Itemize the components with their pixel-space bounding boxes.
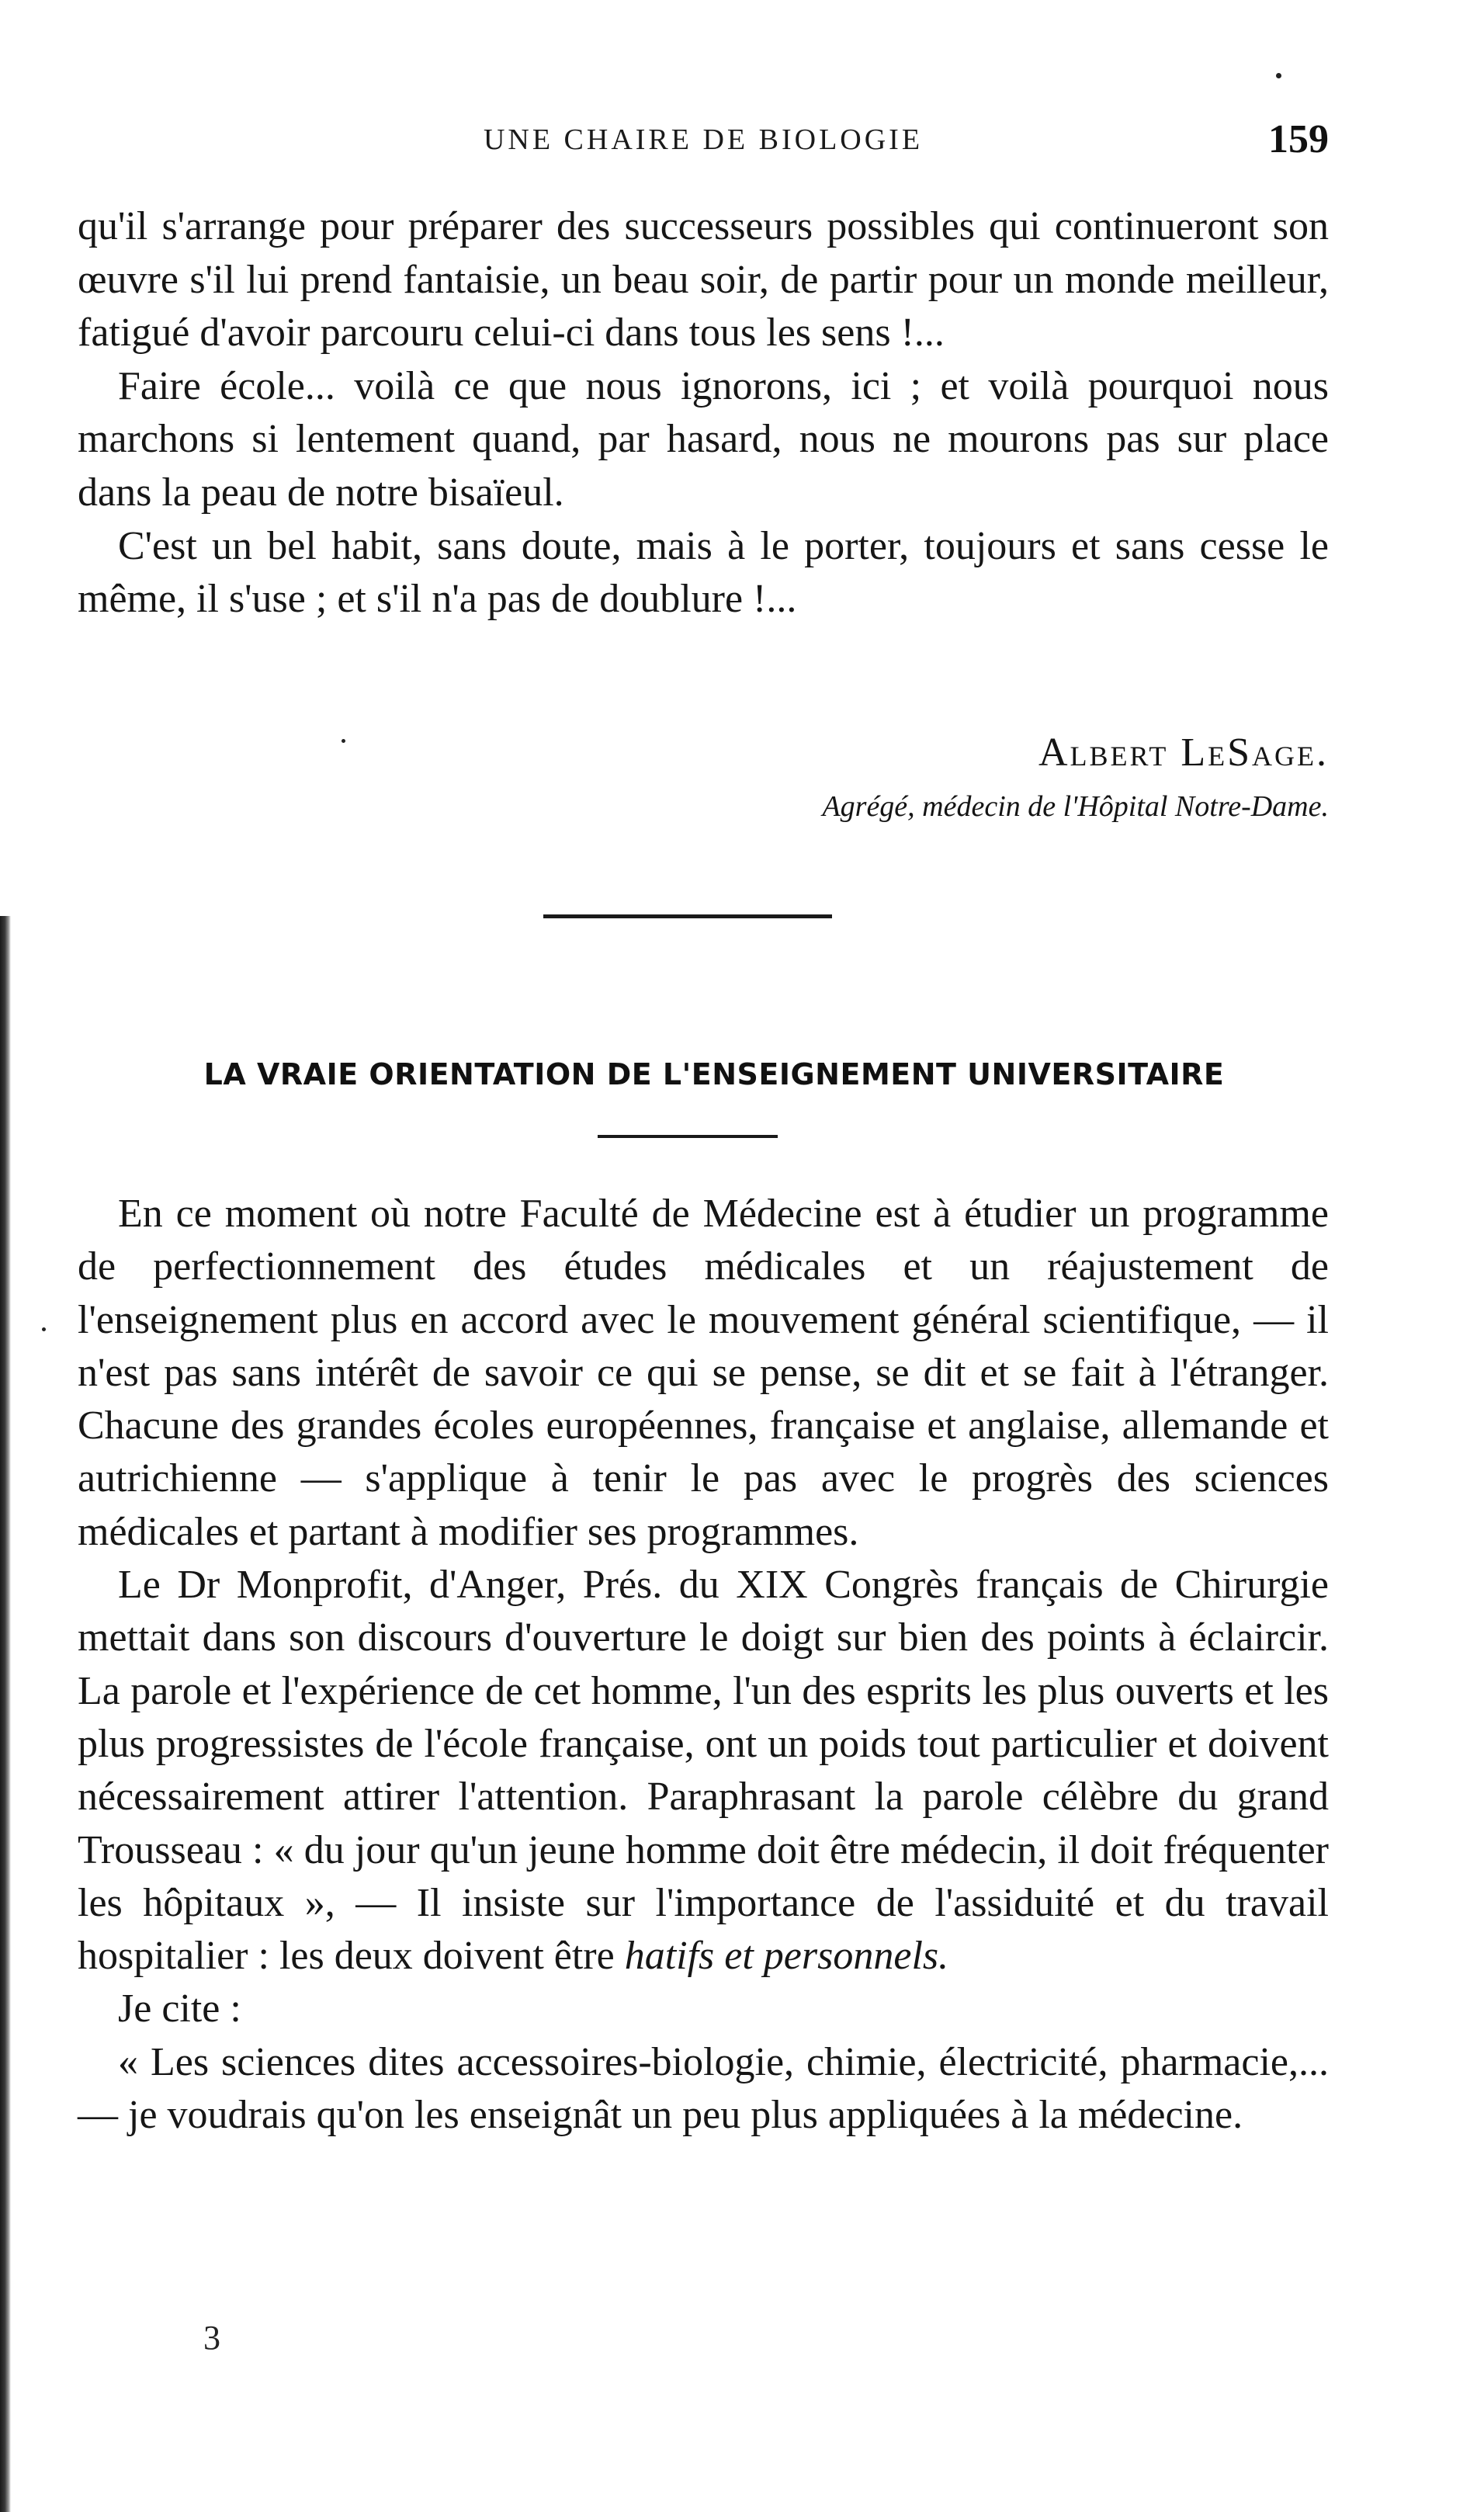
author-title: Agrégé, médecin de l'Hôpital Notre-Dame.	[822, 790, 1329, 823]
paragraph: qu'il s'arrange pour préparer des successeurs possibles qui continueront son œuvre s'il lui prend fantaisie, un beau soir, de partir pour un monde meilleur, fatigué d'avoir parcouru celui-ci dans tous les sens !...	[78, 204, 1329, 356]
paragraph: C'est un bel habit, sans doute, mais à le porter, toujours et sans cesse le même, il s'use ; et s'il n'a pas de doublure !...	[78, 523, 1329, 622]
author-name: Albert LeSage.	[1038, 730, 1329, 775]
previous-article-ending	[78, 200, 1329, 626]
emphasis-text: hatifs et personnels.	[624, 1934, 949, 1979]
page-number: 159	[1268, 117, 1329, 161]
paragraph-text: Le Dr Monprofit, d'Anger, Prés. du XIX Congrès français de Chirurgie mettait dans son discours d'ouverture le doigt sur bien des points à éclaircir. La parole et l'expérience de cet homme, l'un des esprits les plus ouverts et les plus progressistes de l'école française, ont un poids tout particulier et doivent nécessairement attirer l'attention. Paraphrasant la parole célèbre du grand Trousseau : « du jour qu'un jeune homme doit être médecin, il doit fréquenter les hôpitaux », — Il insiste sur l'importance de l'assiduité et du travail hospitalier : les deux doivent être	[78, 1563, 1329, 1979]
print-speck	[42, 1327, 46, 1331]
section-divider-rule	[543, 914, 832, 918]
page-gutter-shadow	[0, 916, 11, 2512]
paragraph: En ce moment où notre Faculté de Médecine est à étudier un programme de perfectionnement des études médicales et un réajustement de l'enseignement plus en accord avec le mouvement général scientifique, — il n'est pas sans intérêt de savoir ce qui se pense, se dit et se fait à l'étranger. Chacune des grandes écoles européennes, française et anglaise, allemande et autrichienne — s'applique à tenir le pas avec le progrès des sciences médicales et partant à modifier ses programmes.	[78, 1192, 1329, 1554]
print-speck	[1276, 73, 1281, 78]
paragraph	[78, 1559, 1329, 1983]
paragraph: Faire école... voilà ce que nous ignorons, ici ; et voilà pourquoi nous marchons si lentement quand, par hasard, nous ne mourons pas sur place dans la peau de notre bisaïeul.	[78, 363, 1329, 515]
running-title: UNE CHAIRE DE BIOLOGIE	[483, 123, 924, 156]
paragraph: « Les sciences dites accessoires-biologie, chimie, électricité, pharmacie,... — je voudrais qu'on les enseignât un peu plus appliquées à la médecine.	[78, 2039, 1329, 2138]
running-head	[78, 116, 1329, 171]
article-body	[78, 1188, 1329, 2142]
print-speck	[342, 739, 345, 743]
previous-article-text	[78, 200, 1329, 626]
author-signature	[822, 730, 1329, 824]
article-heading: LA VRAIE ORIENTATION DE L'ENSEIGNEMENT UNIVERSITAIRE	[203, 1056, 1225, 1091]
heading-underline-rule	[598, 1135, 778, 1138]
article-text	[78, 1188, 1329, 2142]
signature-folio: 3	[203, 2319, 220, 2357]
paragraph: Je cite :	[118, 1986, 241, 2031]
